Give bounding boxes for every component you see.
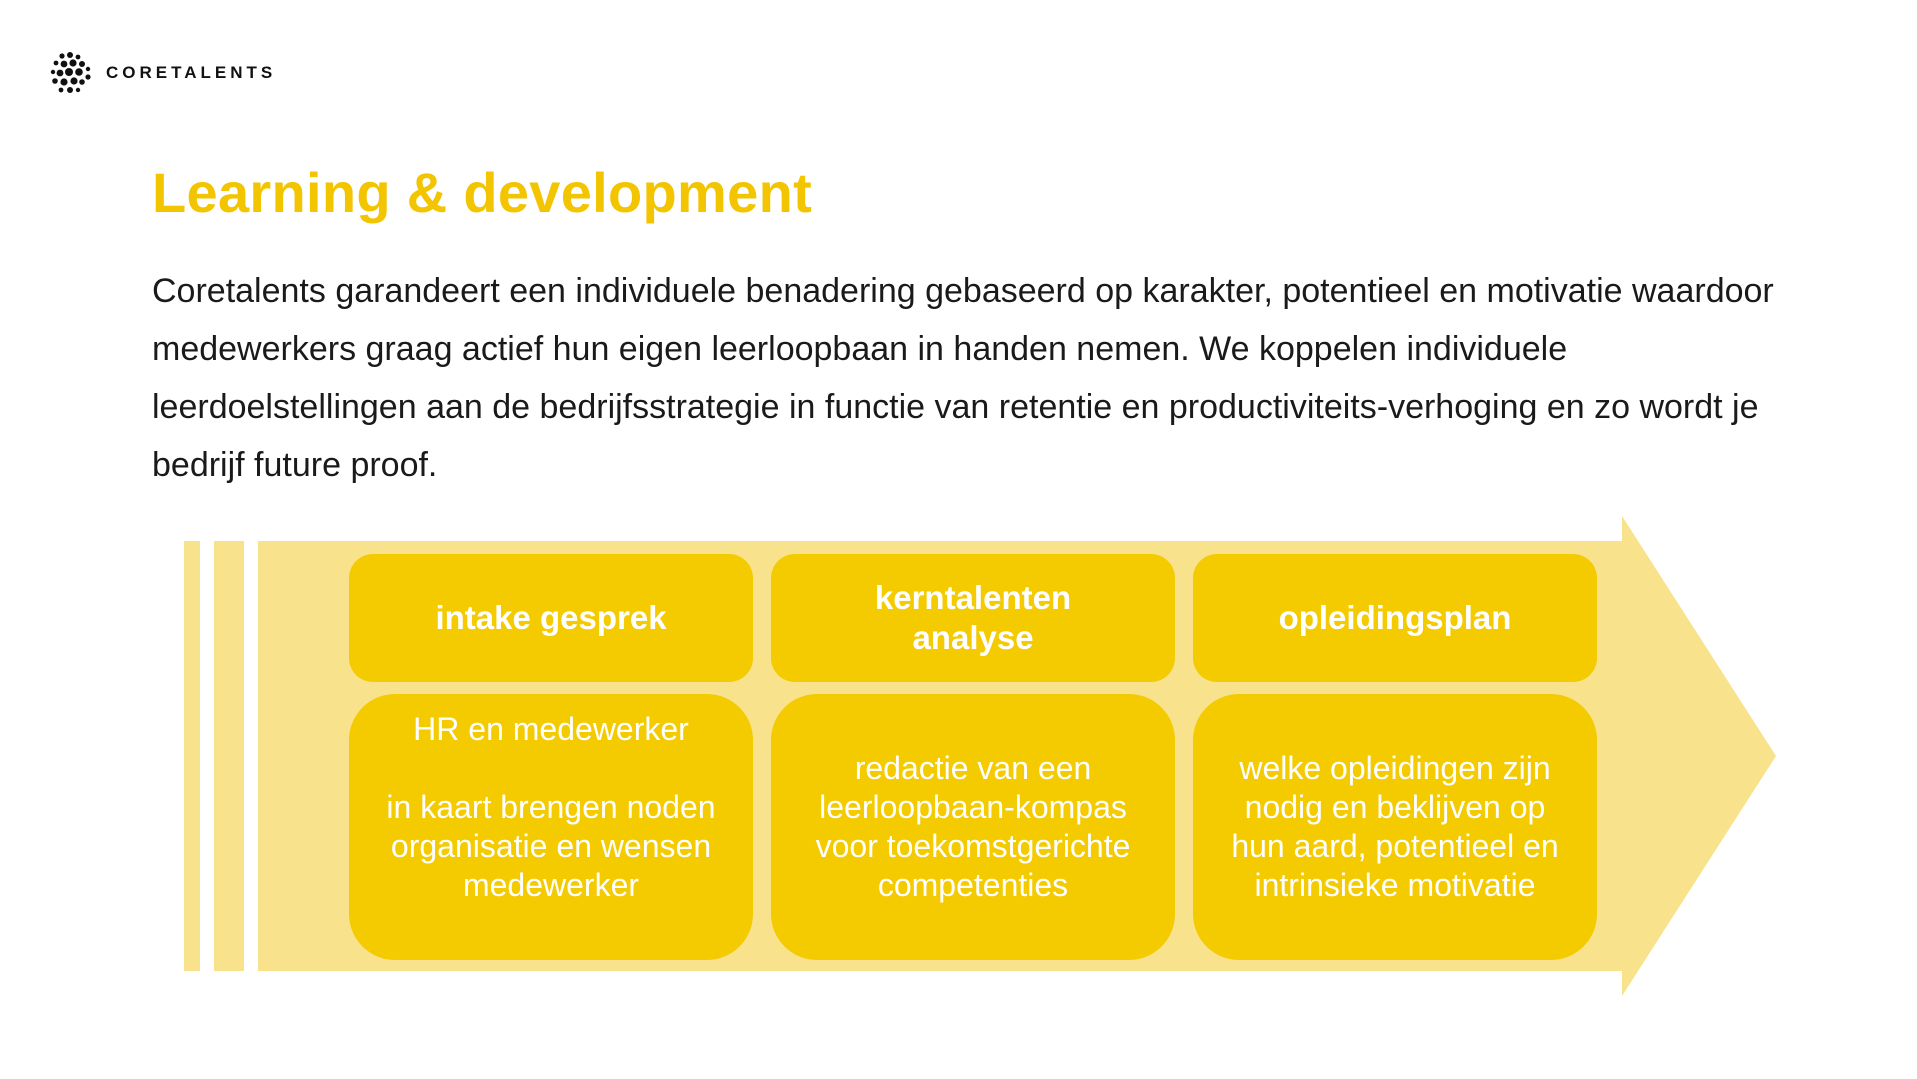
brand-name: CORETALENTS bbox=[106, 63, 277, 82]
stage-3-title: opleidingsplan bbox=[1193, 554, 1597, 682]
arrow-stripe-1 bbox=[184, 541, 200, 971]
stage-2-title: kerntalenten analyse bbox=[771, 554, 1175, 682]
stage-2-description: redactie van een leerloopbaan-kompas voor toekomstgerichte competenties bbox=[771, 694, 1175, 960]
stage-1-description: HR en medewerker in kaart brengen noden organisatie en wensen medewerker bbox=[349, 694, 753, 960]
stage-3-description: welke opleidingen zijn nodig en beklijven op hun aard, potentieel en intrinsieke motivatie bbox=[1193, 694, 1597, 960]
stage-1-title: intake gesprek bbox=[349, 554, 753, 682]
page-title: Learning & development bbox=[152, 161, 813, 224]
intro-paragraph: Coretalents garandeert een individuele benadering gebaseerd op karakter, potentieel en motivatie waardoor medewerkers graag actief hun eigen leerloopbaan in handen nemen. We koppelen individuele leerdoelstellingen aan de bedrijfsstrategie in functie van retentie en productiviteits-verhoging en zo wordt je bedrijf future proof. bbox=[152, 272, 1774, 484]
arrow-stripe-2 bbox=[214, 541, 244, 971]
